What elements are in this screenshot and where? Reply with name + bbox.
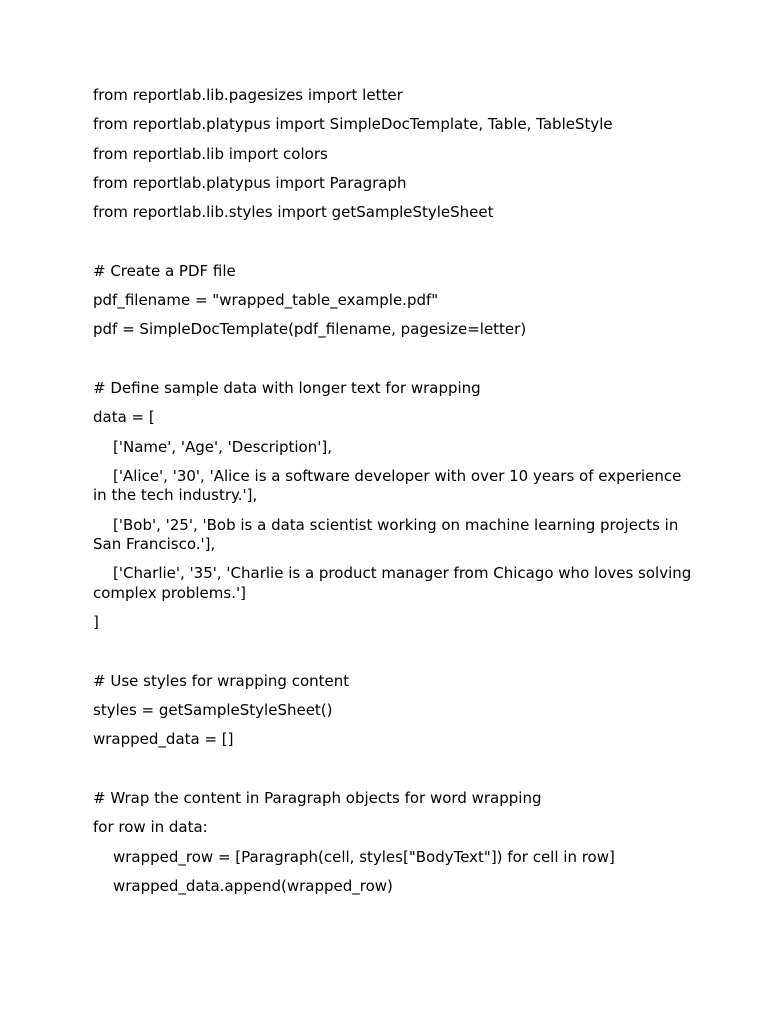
code-line: wrapped_data = [] [93,730,234,749]
code-line: ['Alice', '30', 'Alice is a software developer with over 10 years of experience in the tech industry.'], [93,466,687,505]
code-line: styles = getSampleStyleSheet() [93,701,333,720]
code-line: ['Charlie', '35', 'Charlie is a product manager from Chicago who loves solving complex problems.'] [93,564,697,602]
blank-line [93,760,693,780]
code-line: wrapped_row = [Paragraph(cell, styles["BodyText"]) for cell in row] [113,847,615,866]
code-line: from reportlab.platypus import Paragraph [93,173,407,192]
code-comment: # Create a PDF file [93,261,236,280]
code-line: data = [ [93,408,155,427]
blank-line [93,350,693,370]
code-line: from reportlab.lib import colors [93,144,328,163]
blank-line [93,643,693,663]
code-line: from reportlab.platypus import SimpleDocTemplate, Table, TableStyle [93,115,613,134]
code-document [93,86,697,906]
code-line: from reportlab.lib.styles import getSampleStyleSheet [93,203,494,222]
code-comment: # Wrap the content in Paragraph objects for word wrapping [93,789,542,808]
code-line: pdf = SimpleDocTemplate(pdf_filename, pagesize=letter) [93,320,527,339]
code-line: ] [93,613,99,632]
code-line: wrapped_data.append(wrapped_row) [113,876,393,895]
blank-line [93,232,693,252]
code-line: from reportlab.lib.pagesizes import letter [93,86,403,104]
code-comment: # Define sample data with longer text for wrapping [93,378,481,397]
code-line: ['Bob', '25', 'Bob is a data scientist working on machine learning projects in San Francisco.'], [93,515,684,554]
code-line: pdf_filename = "wrapped_table_example.pdf" [93,291,439,310]
code-comment: # Use styles for wrapping content [93,671,350,690]
code-line: ['Name', 'Age', 'Description'], [113,437,332,456]
code-line: for row in data: [93,818,208,837]
